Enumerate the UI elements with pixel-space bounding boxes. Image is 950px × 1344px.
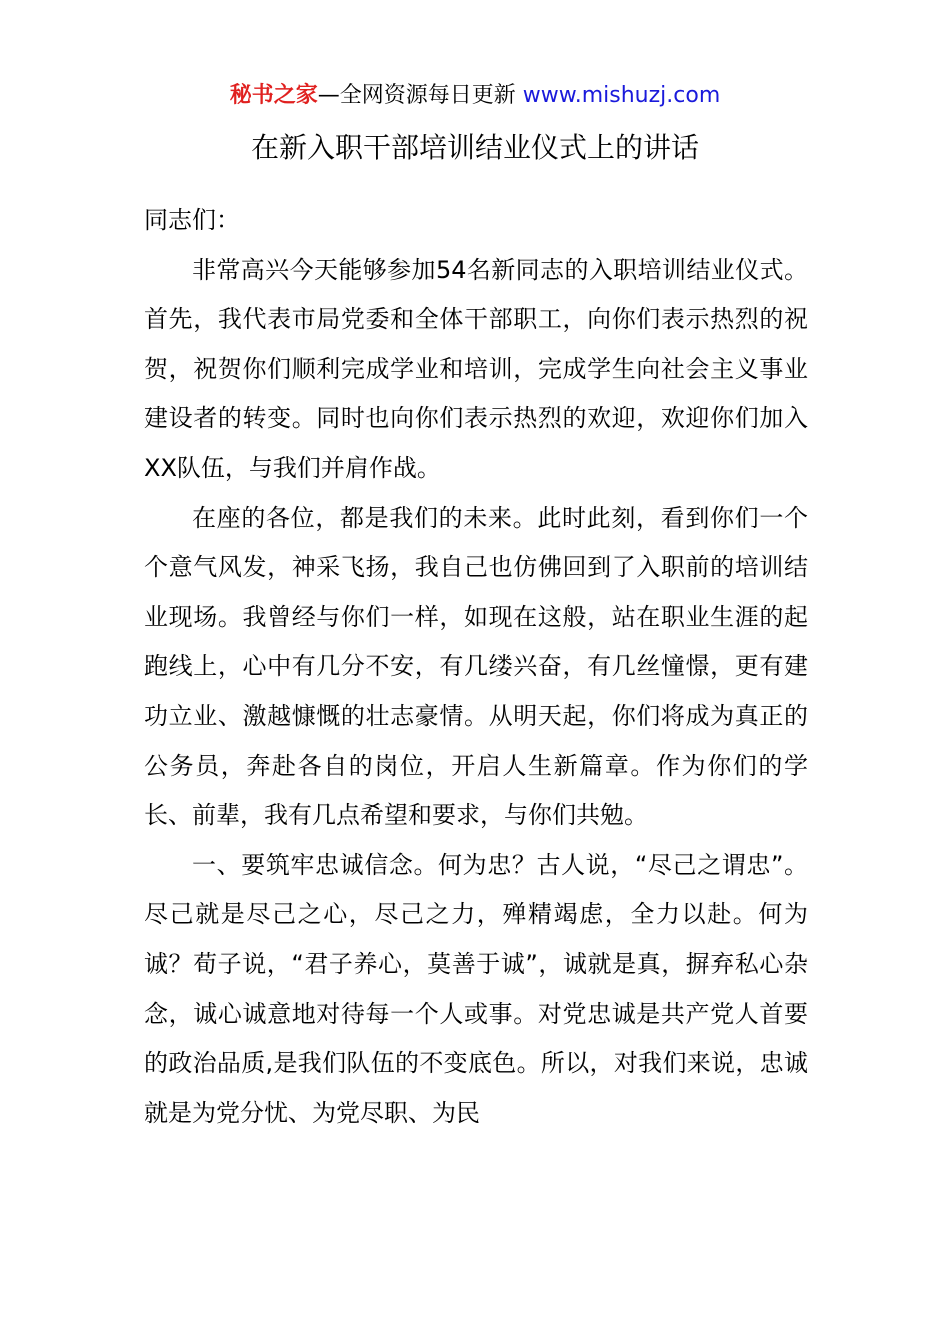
document-title: 在新入职干部培训结业仪式上的讲话: [250, 131, 699, 164]
paragraph-1: 非常高兴今天能够参加54名新同志的入职培训结业仪式。首先，我代表市局党委和全体干部职工，向你们表示热烈的祝贺，祝贺你们顺利完成学业和培训，完成学生向社会主义事业建设者的转变。同时也向你们表示热烈的欢迎，欢迎你们加入XX队伍，与我们并肩作战。: [144, 255, 808, 482]
site-header: [0, 80, 950, 112]
document-body: [144, 196, 808, 1138]
header-tagline: —全网资源每日更新: [317, 83, 523, 108]
brand-name: 秘书之家: [229, 83, 318, 108]
paragraph-3: 一、要筑牢忠诚信念。何为忠？古人说，“尽己之谓忠”。尽己就是尽己之心，尽己之力，殚精竭虑，全力以赴。何为诚？荀子说，“君子养心，莫善于诚”，诚就是真，摒弃私心杂念，诚心诚意地对待每一个人或事。对党忠诚是共产党人首要的政治品质,是我们队伍的不变底色。所以，对我们来说，忠诚就是为党分忧、为党尽职、为民: [144, 850, 808, 1127]
salutation: 同志们：: [144, 206, 240, 234]
paragraph-2: 在座的各位，都是我们的未来。此时此刻，看到你们一个个意气风发，神采飞扬，我自己也仿佛回到了入职前的培训结业现场。我曾经与你们一样，如现在这般，站在职业生涯的起跑线上，心中有几分不安，有几缕兴奋，有几丝憧憬，更有建功立业、激越慷慨的壮志豪情。从明天起，你们将成为真正的公务员，奔赴各自的岗位，开启人生新篇章。作为你们的学长、前辈，我有几点希望和要求，与你们共勉。: [144, 503, 808, 830]
site-url-link[interactable]: www.mishuzj.com: [522, 83, 721, 108]
